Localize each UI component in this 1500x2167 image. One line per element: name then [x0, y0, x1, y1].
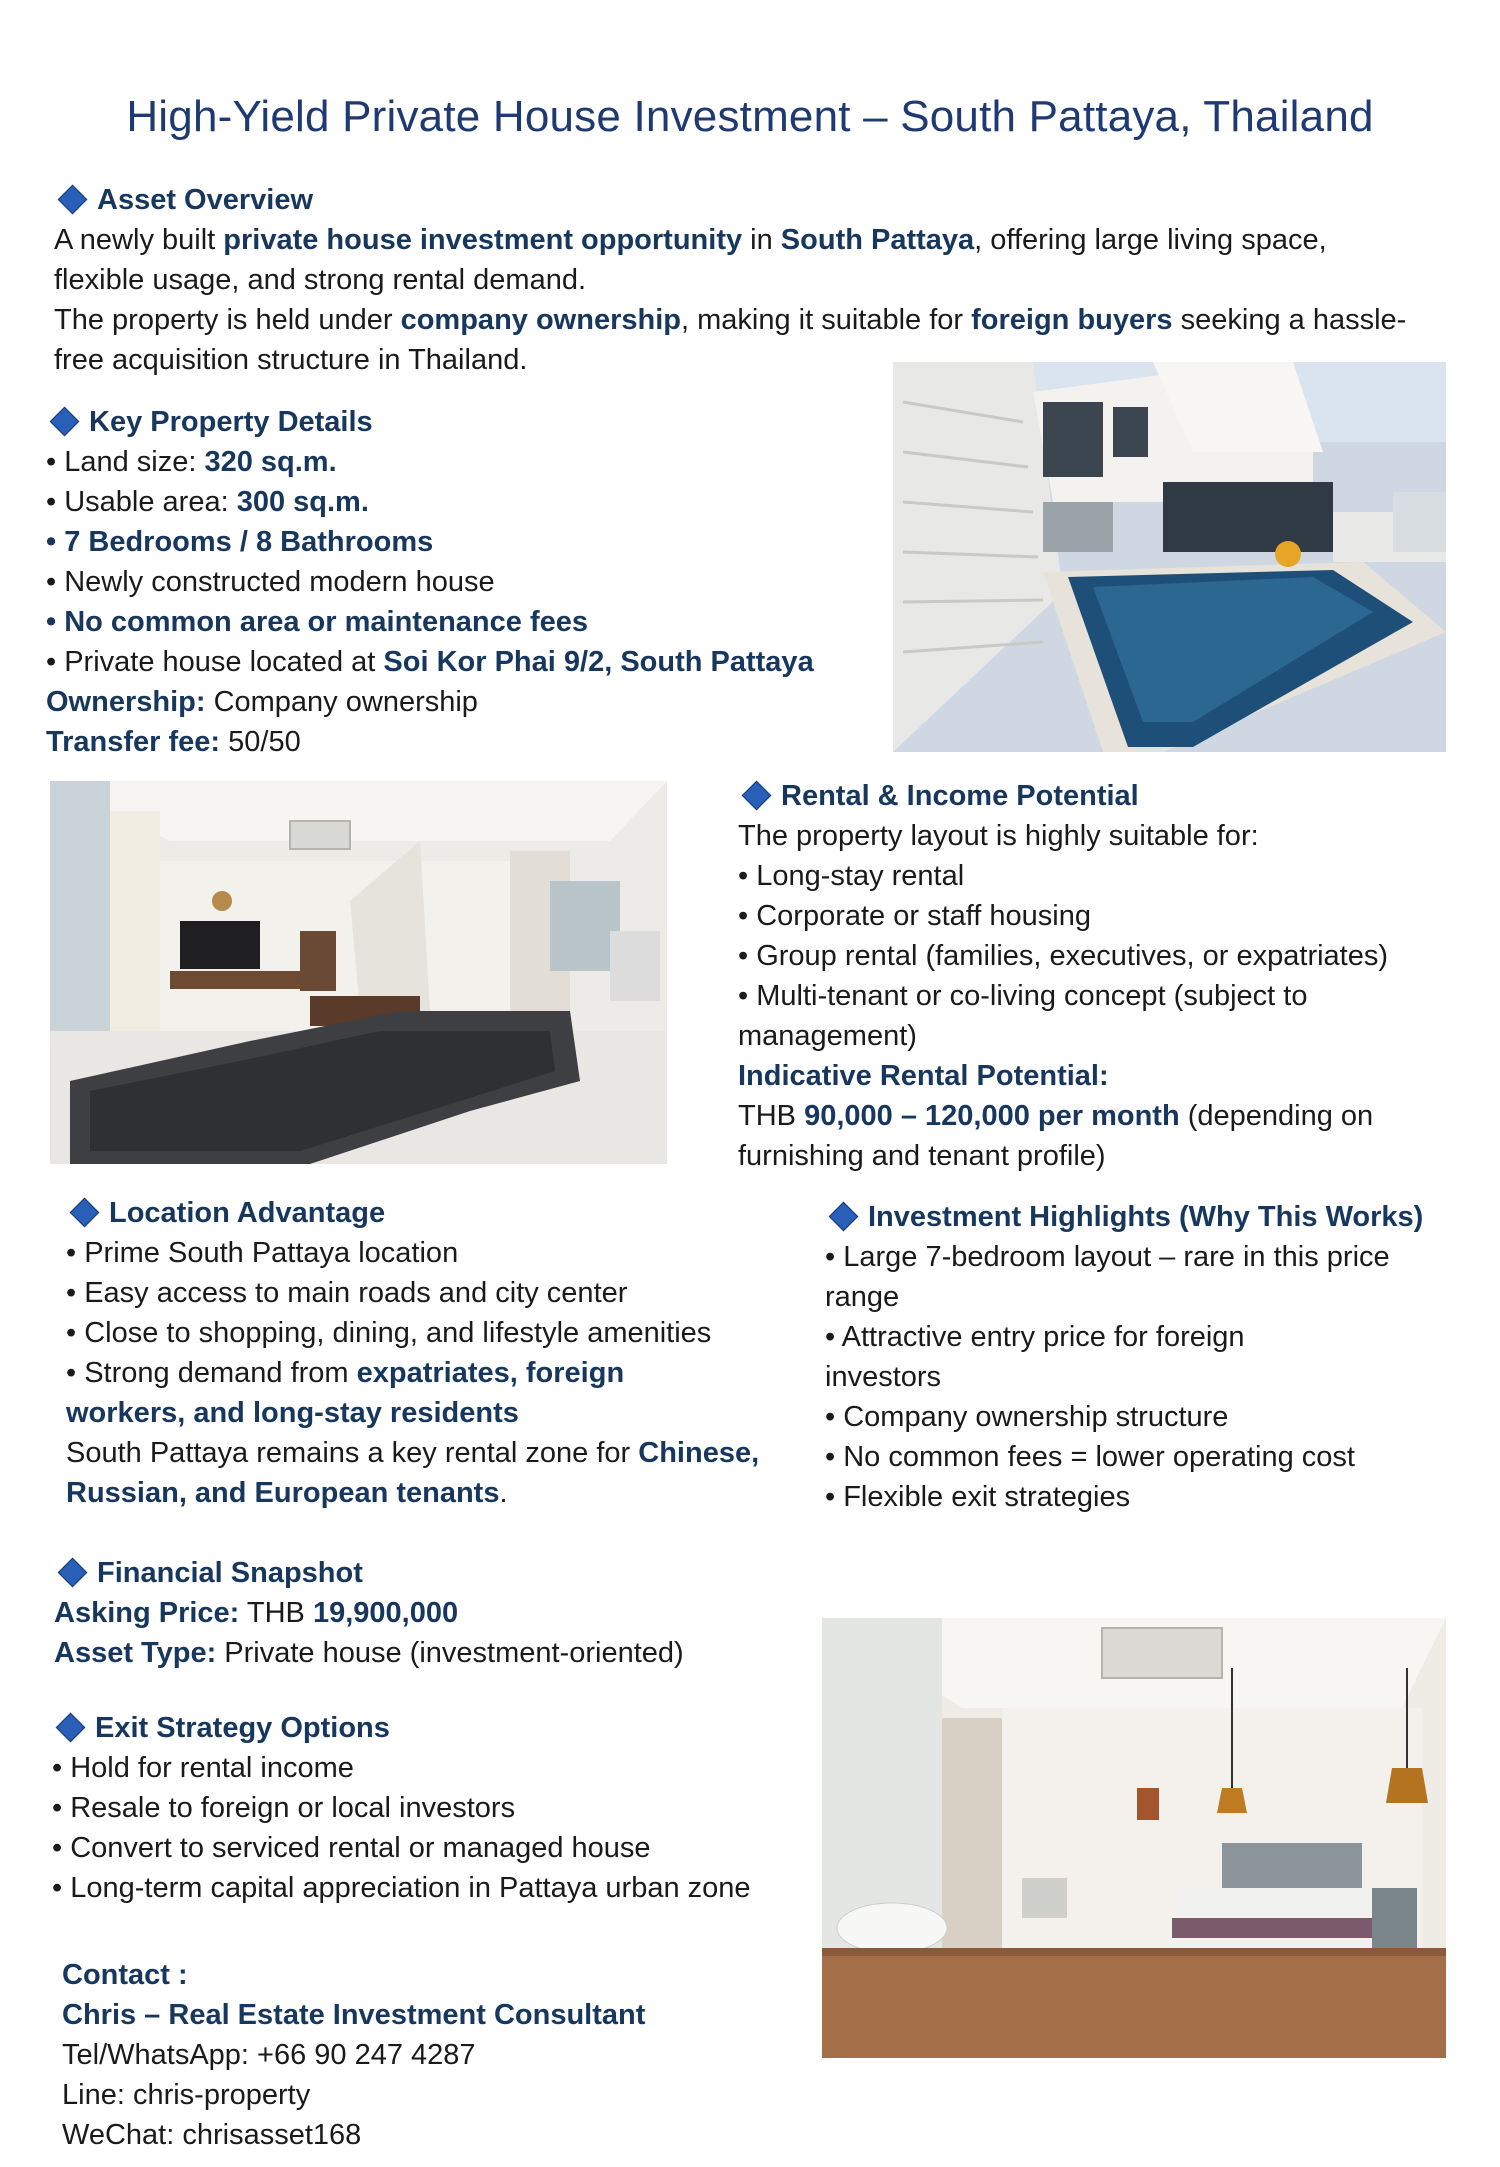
asset-type: Asset Type: Private house (investment-oriented): [54, 1637, 684, 1669]
financial-section: [54, 1553, 814, 1673]
contact-line: Line: chris-property: [62, 2079, 311, 2111]
no-fees: • No common area or maintenance fees: [46, 606, 588, 638]
financial-heading: Financial Snapshot: [97, 1557, 363, 1589]
location-section: [66, 1193, 816, 1513]
diamond-bullet-icon: [742, 781, 772, 811]
rental-intro: The property layout is highly suitable for:: [738, 820, 1259, 852]
contact-wechat: WeChat: chrisasset168: [62, 2119, 362, 2151]
rental-price: THB 90,000 – 120,000 per month (depending on furnishing and tenant profile): [738, 1100, 1374, 1172]
exit-item: • Long-term capital appreciation in Pattaya urban zone: [52, 1872, 751, 1904]
highlight-item: • Flexible exit strategies: [825, 1481, 1131, 1513]
diamond-bullet-icon: [829, 1202, 859, 1232]
land-size: • Land size: 320 sq.m.: [46, 446, 337, 478]
asking-price: Asking Price: THB 19,900,000: [54, 1597, 459, 1629]
page-title: High-Yield Private House Investment – South Pattaya, Thailand: [126, 92, 1374, 141]
indicative-rental-label: Indicative Rental Potential:: [738, 1060, 1109, 1092]
exit-item: • Resale to foreign or local investors: [52, 1792, 516, 1824]
rental-section: [738, 776, 1478, 1176]
diamond-bullet-icon: [50, 407, 80, 437]
key-details-heading: Key Property Details: [89, 406, 373, 438]
location-item: • Prime South Pattaya location: [66, 1237, 459, 1269]
pool-photo: [893, 362, 1446, 752]
exit-section: [52, 1708, 792, 1908]
rental-item: • Multi-tenant or co-living concept (subject to management): [738, 980, 1308, 1052]
exit-heading: Exit Strategy Options: [95, 1712, 390, 1744]
bedroom-photo: [822, 1618, 1446, 2058]
location-item: • Close to shopping, dining, and lifestyle amenities: [66, 1317, 712, 1349]
ownership: Ownership: Company ownership: [46, 686, 478, 718]
highlight-item: • Company ownership structure: [825, 1401, 1229, 1433]
highlights-heading: Investment Highlights (Why This Works): [868, 1201, 1424, 1233]
location-zone: South Pattaya remains a key rental zone for Chinese, Russian, and European tenants.: [66, 1437, 760, 1509]
diamond-bullet-icon: [56, 1713, 86, 1743]
contact-section: [62, 1955, 822, 2155]
contact-heading: Contact :: [62, 1959, 188, 1991]
transfer-fee: Transfer fee: 50/50: [46, 726, 301, 758]
newly-constructed: • Newly constructed modern house: [46, 566, 495, 598]
contact-name: Chris – Real Estate Investment Consultant: [62, 1999, 646, 2031]
location-detail: • Private house located at Soi Kor Phai 9/2, South Pattaya: [46, 646, 814, 678]
bedrooms: • 7 Bedrooms / 8 Bathrooms: [46, 526, 434, 558]
rental-item: • Corporate or staff housing: [738, 900, 1091, 932]
exit-item: • Hold for rental income: [52, 1752, 354, 1784]
location-heading: Location Advantage: [109, 1197, 386, 1229]
diamond-bullet-icon: [58, 185, 88, 215]
location-item: • Easy access to main roads and city center: [66, 1277, 628, 1309]
diamond-bullet-icon: [70, 1198, 100, 1228]
rental-heading: Rental & Income Potential: [781, 780, 1139, 812]
highlight-item: • No common fees = lower operating cost: [825, 1441, 1355, 1473]
overview-paragraph-1: A newly built private house investment opportunity in South Pattaya, offering large living space, flexible usage, and strong rental demand.: [54, 224, 1327, 296]
asset-overview-section: [54, 180, 1454, 380]
overview-paragraph-2: The property is held under company ownership, making it suitable for foreign buyers seeking a hassle-free acquisition structure in Thailand.: [54, 304, 1407, 376]
highlights-section: [825, 1197, 1445, 1517]
key-details-section: [46, 402, 906, 762]
location-demand: • Strong demand from expatriates, foreign workers, and long-stay residents: [66, 1357, 625, 1429]
highlight-item: • Large 7-bedroom layout – rare in this price range: [825, 1241, 1390, 1313]
asset-overview-heading: Asset Overview: [97, 184, 314, 216]
highlight-item: • Attractive entry price for foreign investors: [825, 1321, 1245, 1393]
contact-tel: Tel/WhatsApp: +66 90 247 4287: [62, 2039, 476, 2071]
exit-item: • Convert to serviced rental or managed house: [52, 1832, 651, 1864]
diamond-bullet-icon: [58, 1558, 88, 1588]
rental-item: • Long-stay rental: [738, 860, 965, 892]
living-room-photo: [50, 781, 667, 1164]
rental-item: • Group rental (families, executives, or expatriates): [738, 940, 1389, 972]
usable-area: • Usable area: 300 sq.m.: [46, 486, 369, 518]
